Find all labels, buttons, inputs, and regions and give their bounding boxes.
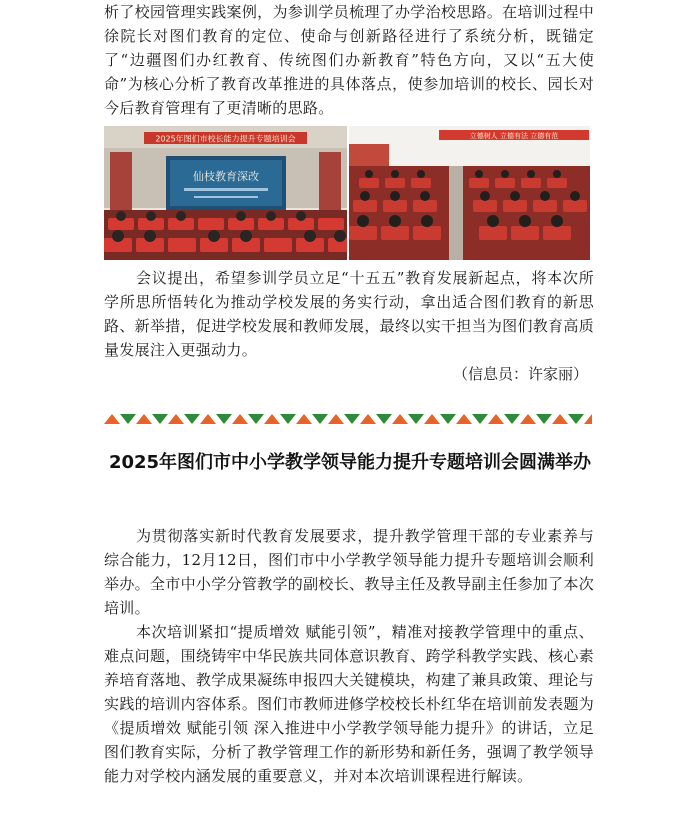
- divider-triangle: [536, 414, 552, 424]
- photo-audience: [349, 126, 590, 260]
- divider-triangle: [344, 414, 360, 424]
- article2-paragraph-2: 本次培训紧扣“提质增效 赋能引领”，精准对接教学管理中的重点、难点问题，围绕铸牢中华民族共同体意识教育、跨学科教学实践、核心素养培育落地、教学成果凝练申报四大关键模块，构建了兼具政策、理论与实践的培训内容体系。图们市教师进修学校校长朴红华在培训前发表题为《提质增效 赋能引领 深入推进中小学教学领导能力提升》的讲话，立足图们教育实际，分析了教学管理工作的新形势和新任务，强调了教学领导能力对学校内涵发展的重要意义，并对本次培训课程进行解读。: [104, 623, 594, 785]
- section-divider: [104, 411, 592, 425]
- divider-triangle: [216, 414, 232, 424]
- divider-triangle: [200, 414, 216, 424]
- divider-triangle: [424, 414, 440, 424]
- divider-triangle: [120, 414, 136, 424]
- divider-triangle: [520, 414, 536, 424]
- divider-triangle: [184, 414, 200, 424]
- divider-triangle: [584, 414, 592, 424]
- divider-triangle: [488, 414, 504, 424]
- divider-triangle: [376, 414, 392, 424]
- article2-title: 2025年图们市中小学教学领导能力提升专题培训会圆满举办: [108, 452, 592, 473]
- photo-right-banner-text: 立德树人 立德有法 立德有范: [469, 132, 559, 140]
- article2-paragraph-1: 为贯彻落实新时代教育发展要求，提升教学管理干部的专业素养与综合能力，12月12日，图们市中小学教学领导能力提升专题培训会顺利举办。全市中小学分管教学的副校长、教导主任及教导副主任参加了本次培训。: [104, 527, 594, 617]
- article1-meeting-paragraph: 会议提出，希望参训学员立足“十五五”教育发展新起点，将本次所学所思所悟转化为推动学校发展的务实行动，拿出适合图们教育的新思路、新举措，促进学校发展和教师发展，最终以实干担当为图们教育高质量发展注入更强动力。: [104, 269, 594, 359]
- divider-triangle: [360, 414, 376, 424]
- divider-triangle: [232, 414, 248, 424]
- divider-triangle: [504, 414, 520, 424]
- divider-triangle: [328, 414, 344, 424]
- divider-triangle: [136, 414, 152, 424]
- divider-triangle: [568, 414, 584, 424]
- photo-left-screen-text: 仙枝教育深改: [193, 170, 259, 183]
- divider-triangle: [152, 414, 168, 424]
- divider-triangle: [440, 414, 456, 424]
- training-photos: [104, 126, 590, 260]
- divider-triangle: [264, 414, 280, 424]
- divider-triangle: [472, 414, 488, 424]
- divider-triangle: [392, 414, 408, 424]
- divider-triangle: [408, 414, 424, 424]
- divider-triangle: [296, 414, 312, 424]
- divider-triangle: [104, 414, 120, 424]
- divider-triangle: [312, 414, 328, 424]
- divider-triangle: [456, 414, 472, 424]
- article1-intro-paragraph: 析了校园管理实践案例，为参训学员梳理了办学治校思路。在培训过程中徐院长对图们教育的定位、使命与创新路径进行了系统分析，既锚定了“边疆图们办红教育、传统图们办新教育”特色方向，又以“五大使命”为核心分析了教育改革推进的具体落点，使参加培训的校长、园长对今后教育管理有了更清晰的思路。: [104, 3, 594, 117]
- divider-triangle: [552, 414, 568, 424]
- informant-credit: （信息员：许家丽）: [452, 365, 588, 383]
- divider-triangle: [248, 414, 264, 424]
- divider-triangle: [168, 414, 184, 424]
- photo-conference-stage: [104, 126, 347, 260]
- photo-left-banner-text: 2025年图们市校长能力提升专题培训会: [155, 134, 296, 144]
- divider-triangle: [280, 414, 296, 424]
- zigzag-divider-graphic: [104, 412, 592, 426]
